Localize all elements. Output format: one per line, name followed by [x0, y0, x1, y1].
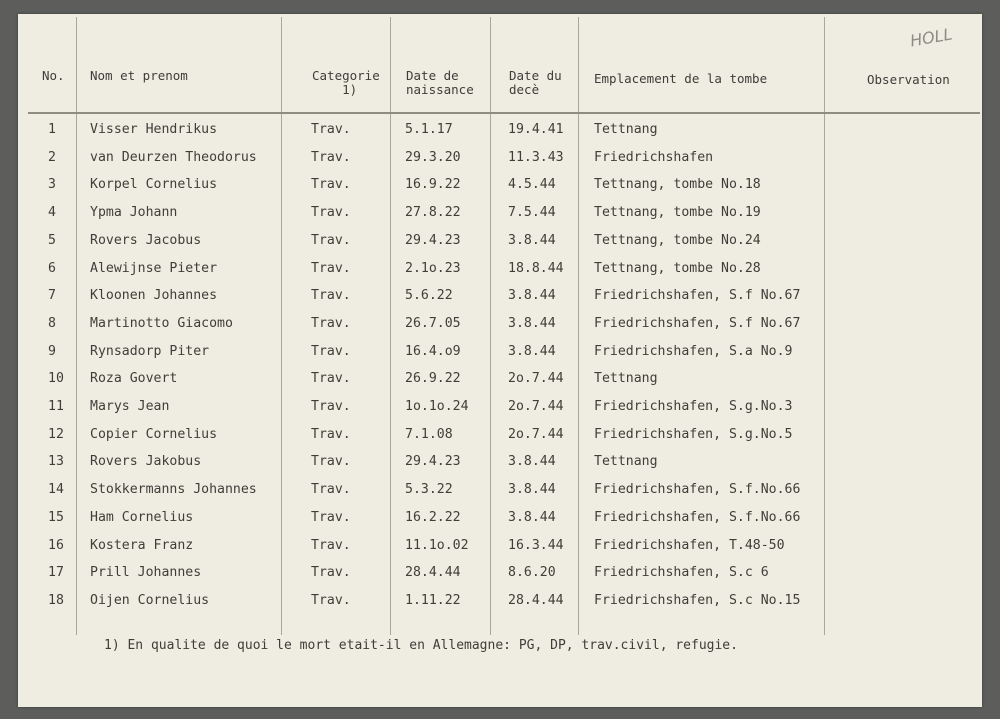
- footnote: 1) En qualite de quoi le mort etait-il en Allemagne: PG, DP, trav.civil, refugie.: [104, 638, 738, 653]
- header-category: Categorie 1): [312, 68, 380, 97]
- category: Trav.: [311, 537, 351, 553]
- category: Trav.: [311, 371, 351, 387]
- grave-location: Tettnang, tombe No.24: [594, 232, 761, 248]
- row-number: 7: [48, 288, 56, 304]
- grave-location: Friedrichshafen, S.f No.67: [594, 315, 801, 331]
- grave-location: Tettnang, tombe No.18: [594, 177, 761, 193]
- grave-location: Tettnang: [594, 371, 658, 387]
- row-number: 2: [48, 149, 56, 165]
- person-name: Alewijnse Pieter: [90, 260, 218, 276]
- table-row: [18, 482, 982, 509]
- death-date: 18.8.44: [508, 260, 564, 276]
- death-date: 2o.7.44: [508, 426, 564, 442]
- person-name: Marys Jean: [90, 399, 170, 414]
- person-name: Kostera Franz: [90, 537, 194, 553]
- death-date: 3.8.44: [508, 288, 556, 304]
- header-observation: Observation: [867, 72, 950, 87]
- table-row: [18, 565, 982, 592]
- grave-location: Friedrichshafen, T.48-50: [594, 537, 785, 553]
- birth-date: 16.2.22: [405, 509, 461, 525]
- row-number: 18: [48, 592, 64, 608]
- category: Trav.: [311, 426, 351, 442]
- table-row: [18, 593, 982, 620]
- header-death-date: Date du decè: [509, 68, 562, 97]
- grave-location: Tettnang: [594, 454, 658, 470]
- category: Trav.: [311, 565, 351, 581]
- birth-date: 5.1.17: [405, 122, 453, 137]
- person-name: Stokkermanns Johannes: [90, 482, 257, 498]
- birth-date: 29.4.23: [405, 232, 461, 248]
- table-row: [18, 150, 982, 177]
- category: Trav.: [311, 122, 351, 137]
- row-number: 12: [48, 426, 64, 442]
- birth-date: 5.3.22: [405, 482, 453, 498]
- person-name: Roza Govert: [90, 371, 178, 387]
- header-birth-date: Date de naissance: [406, 68, 474, 97]
- row-number: 11: [48, 399, 64, 414]
- birth-date: 11.1o.02: [405, 537, 469, 553]
- row-number: 1: [48, 122, 56, 137]
- death-date: 7.5.44: [508, 205, 556, 221]
- category: Trav.: [311, 399, 351, 414]
- death-date: 3.8.44: [508, 315, 556, 331]
- person-name: van Deurzen Theodorus: [90, 149, 257, 165]
- person-name: Copier Cornelius: [90, 426, 218, 442]
- category: Trav.: [311, 149, 351, 165]
- pencil-mark: HOLL: [908, 24, 954, 51]
- death-date: 2o.7.44: [508, 371, 564, 387]
- row-number: 10: [48, 371, 64, 387]
- grave-location: Friedrichshafen, S.a No.9: [594, 343, 793, 359]
- row-number: 3: [48, 177, 56, 193]
- row-number: 9: [48, 343, 56, 359]
- birth-date: 29.4.23: [405, 454, 461, 470]
- person-name: Rovers Jakobus: [90, 454, 202, 470]
- birth-date: 27.8.22: [405, 205, 461, 221]
- birth-date: 28.4.44: [405, 565, 461, 581]
- table-row: [18, 344, 982, 371]
- birth-date: 26.7.05: [405, 315, 461, 331]
- grave-location: Friedrichshafen, S.g.No.5: [594, 426, 793, 442]
- death-date: 8.6.20: [508, 565, 556, 581]
- document-sheet: [18, 14, 982, 707]
- table-row: [18, 122, 982, 149]
- row-number: 5: [48, 232, 56, 248]
- death-date: 3.8.44: [508, 509, 556, 525]
- row-number: 17: [48, 565, 64, 581]
- death-date: 3.8.44: [508, 343, 556, 359]
- row-number: 6: [48, 260, 56, 276]
- birth-date: 2.1o.23: [405, 260, 461, 276]
- birth-date: 1o.1o.24: [405, 399, 469, 414]
- person-name: Rynsadorp Piter: [90, 343, 210, 359]
- table-row: [18, 427, 982, 454]
- grave-location: Friedrichshafen, S.c 6: [594, 565, 769, 581]
- row-number: 16: [48, 537, 64, 553]
- death-date: 3.8.44: [508, 482, 556, 498]
- death-date: 16.3.44: [508, 537, 564, 553]
- table-row: [18, 316, 982, 343]
- table-row: [18, 288, 982, 315]
- person-name: Martinotto Giacomo: [90, 315, 233, 331]
- birth-date: 16.9.22: [405, 177, 461, 193]
- grave-location: Friedrichshafen, S.g.No.3: [594, 399, 793, 414]
- person-name: Rovers Jacobus: [90, 232, 202, 248]
- grave-location: Tettnang, tombe No.28: [594, 260, 761, 276]
- table-row: [18, 538, 982, 565]
- header-name: Nom et prenom: [90, 68, 188, 83]
- category: Trav.: [311, 509, 351, 525]
- grave-location: Friedrichshafen, S.f.No.66: [594, 509, 801, 525]
- table-row: [18, 205, 982, 232]
- death-date: 28.4.44: [508, 592, 564, 608]
- header-rule: [28, 112, 980, 114]
- person-name: Visser Hendrikus: [90, 122, 218, 137]
- death-date: 4.5.44: [508, 177, 556, 193]
- grave-location: Friedrichshafen, S.c No.15: [594, 592, 801, 608]
- category: Trav.: [311, 315, 351, 331]
- death-date: 3.8.44: [508, 454, 556, 470]
- person-name: Prill Johannes: [90, 565, 202, 581]
- row-number: 8: [48, 315, 56, 331]
- birth-date: 5.6.22: [405, 288, 453, 304]
- category: Trav.: [311, 288, 351, 304]
- birth-date: 29.3.20: [405, 149, 461, 165]
- grave-location: Friedrichshafen, S.f.No.66: [594, 482, 801, 498]
- person-name: Kloonen Johannes: [90, 288, 218, 304]
- grave-location: Tettnang, tombe No.19: [594, 205, 761, 221]
- death-date: 2o.7.44: [508, 399, 564, 414]
- category: Trav.: [311, 205, 351, 221]
- table-row: [18, 261, 982, 288]
- person-name: Ham Cornelius: [90, 509, 194, 525]
- header-grave-location: Emplacement de la tombe: [594, 71, 768, 86]
- category: Trav.: [311, 343, 351, 359]
- birth-date: 7.1.08: [405, 426, 453, 442]
- category: Trav.: [311, 260, 351, 276]
- category: Trav.: [311, 177, 351, 193]
- person-name: Ypma Johann: [90, 205, 178, 221]
- death-date: 3.8.44: [508, 232, 556, 248]
- row-number: 4: [48, 205, 56, 221]
- death-date: 11.3.43: [508, 149, 564, 165]
- table-row: [18, 510, 982, 537]
- category: Trav.: [311, 592, 351, 608]
- table-row: [18, 399, 982, 426]
- table-row: [18, 177, 982, 204]
- person-name: Oijen Cornelius: [90, 592, 210, 608]
- category: Trav.: [311, 482, 351, 498]
- death-date: 19.4.41: [508, 122, 564, 137]
- table-row: [18, 454, 982, 481]
- table-row: [18, 233, 982, 260]
- grave-location: Tettnang: [594, 122, 658, 137]
- person-name: Korpel Cornelius: [90, 177, 218, 193]
- row-number: 13: [48, 454, 64, 470]
- row-number: 14: [48, 482, 64, 498]
- category: Trav.: [311, 232, 351, 248]
- birth-date: 26.9.22: [405, 371, 461, 387]
- birth-date: 1.11.22: [405, 592, 461, 608]
- table-row: [18, 371, 982, 398]
- category: Trav.: [311, 454, 351, 470]
- birth-date: 16.4.o9: [405, 343, 461, 359]
- header-no: No.: [42, 68, 65, 83]
- grave-location: Friedrichshafen: [594, 149, 714, 165]
- row-number: 15: [48, 509, 64, 525]
- grave-location: Friedrichshafen, S.f No.67: [594, 288, 801, 304]
